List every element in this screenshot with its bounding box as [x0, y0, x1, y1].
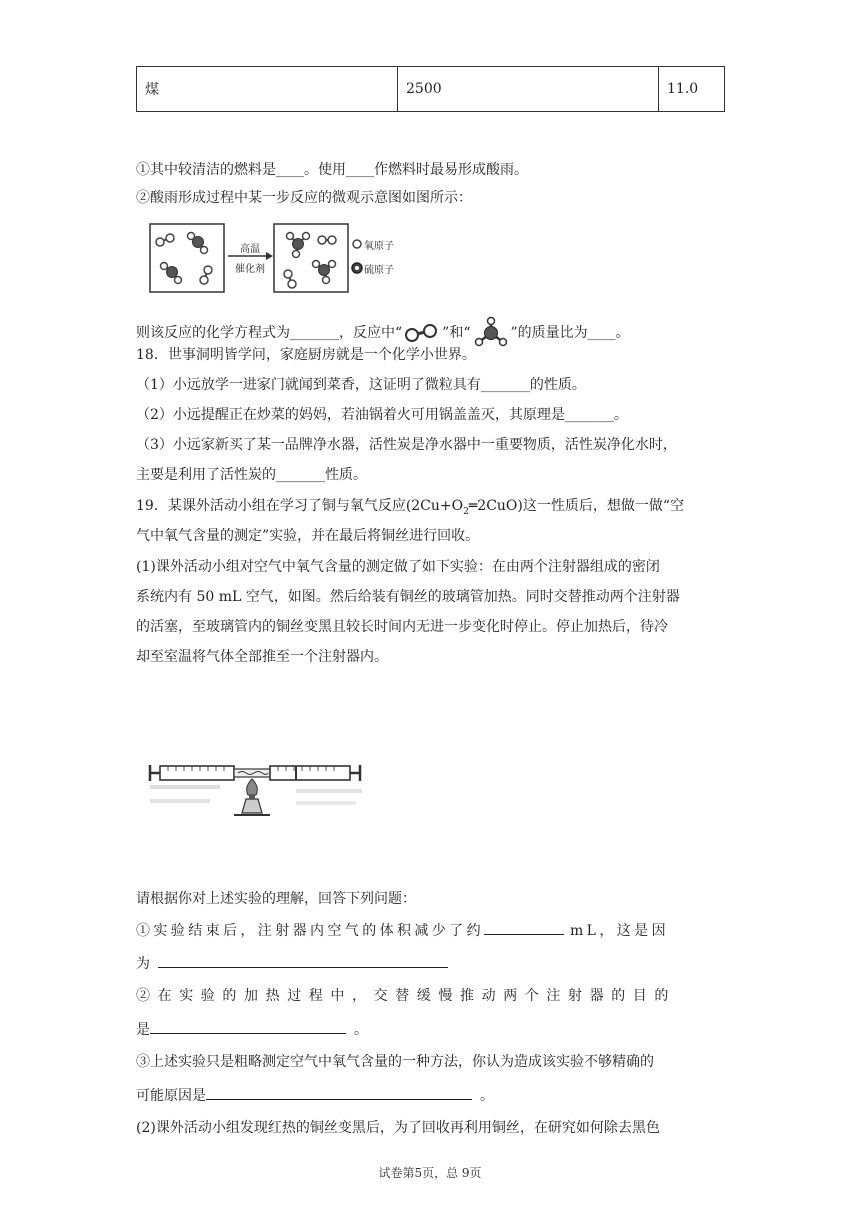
q18-part-2: （2）小远提醒正在炒菜的妈妈，若油锅着火可用锅盖盖灭，其原理是_______。: [136, 407, 628, 423]
fuel-table: [136, 66, 725, 112]
table-cell-fuel: 煤: [137, 67, 398, 112]
q18-part-3-line-1: （3）小远家新买了某一品牌净水器，活性炭是净水器中一重要物质，活性炭净化水时，: [136, 437, 677, 453]
table-cell-value: 2500: [398, 67, 659, 112]
q19-question-1-text-b: mL，这是因: [570, 923, 669, 939]
q19-question-3-line-1: ③上述实验只是粗略测定空气中氧气含量的一种方法，你认为造成该实验不够精确的: [136, 1054, 654, 1070]
q19-title-text-a: 19．某课外活动小组在学习了铜与氧气反应(2Cu+O: [136, 498, 464, 514]
q18-part-1: （1）小远放学一进家门就闻到菜香，这证明了微粒具有_______的性质。: [136, 377, 586, 393]
q19-prompt: 请根据你对上述实验的理解，回答下列问题：: [136, 891, 416, 907]
q17-line-2: ②酸雨形成过程中某一步反应的微观示意图如图所示：: [136, 190, 472, 206]
q19-question-3-text-b: 可能原因是: [136, 1088, 206, 1104]
q17-line-1: ①其中较清洁的燃料是____。使用____作燃料时最易形成酸雨。: [136, 162, 528, 178]
q18-title: 18．世事洞明皆学问，家庭厨房就是一个化学小世界。: [136, 347, 476, 363]
q19-question-2-line-2: [136, 1019, 368, 1040]
syringe-apparatus-graphic: [146, 755, 368, 835]
page-footer: 试卷第5页，总 9页: [378, 1166, 482, 1180]
q19-part-1-line-1: (1)课外活动小组对空气中氧气含量的测定做了如下实验：在由两个注射器组成的密闭: [136, 559, 660, 575]
arrow-condition-top: 高温: [240, 244, 260, 255]
q19-question-1-line-1: [136, 920, 669, 941]
reaction-diagram: [146, 216, 402, 300]
answer-blank[interactable]: [158, 953, 448, 968]
q17-line-3-text-c: ”的质量比为____。: [510, 325, 630, 341]
q19-part-1-line-2: 系统内有 50 mL 空气，如图。然后给装有铜丝的玻璃管加热。同时交替推动两个注射器: [136, 589, 680, 605]
q19-question-1-text-a: ①实验结束后，注射器内空气的体积减少了约: [136, 923, 484, 939]
q19-title-line-2: 气中氧气含量的测定”实验，并在最后将铜丝进行回收。: [136, 528, 480, 544]
q19-question-2-text-c: 。: [354, 1022, 368, 1038]
q17-line-3-text-a: 则该反应的化学方程式为_______，反应中“: [136, 325, 403, 341]
syringe-apparatus-figure: [146, 755, 368, 835]
q19-question-2-line-1: ②在实验的加热过程中，交替缓慢推动两个注射器的目的: [136, 988, 676, 1004]
q18-part-3-line-2: 主要是利用了活性炭的_______性质。: [136, 467, 367, 483]
q19-question-1-text-c: 为: [136, 956, 150, 972]
q19-part-1-line-4: 却至室温将气体全部推至一个注射器内。: [136, 649, 388, 665]
table-cell-value: 11.0: [659, 67, 725, 112]
q17-line-3-text-b: ”和“: [442, 325, 471, 341]
so3-molecule-icon: [471, 316, 511, 350]
q19-title-text-b: ═2CuO)这一性质后，想做一做“空: [468, 498, 685, 514]
q19-title-line-1: [136, 496, 684, 522]
q19-question-1-line-2: [136, 953, 448, 974]
q19-question-3-text-c: 。: [480, 1088, 494, 1104]
answer-blank[interactable]: [150, 1019, 346, 1034]
q19-part-2-line-1: (2)课外活动小组发现红热的铜丝变黑后，为了回收再利用铜丝，在研究如何除去黑色: [136, 1120, 660, 1136]
q19-title-subscript: 2: [463, 506, 469, 517]
q19-part-1-line-3: 的活塞，至玻璃管内的铜丝变黑且较长时间内无进一步变化时停止。停止加热后，待冷: [136, 619, 668, 635]
answer-blank[interactable]: [484, 920, 564, 935]
q19-question-2-text-b: 是: [136, 1022, 150, 1038]
legend-sulfur: 硫原子: [364, 265, 394, 276]
arrow-condition-bottom: 催化剂: [235, 264, 265, 275]
answer-blank[interactable]: [206, 1085, 472, 1100]
legend-oxygen: 氧原子: [364, 241, 394, 252]
reaction-diagram-graphic: [146, 216, 402, 300]
q19-question-3-line-2: [136, 1085, 494, 1106]
table-row: [137, 67, 725, 112]
o2-molecule-icon: [402, 323, 442, 343]
